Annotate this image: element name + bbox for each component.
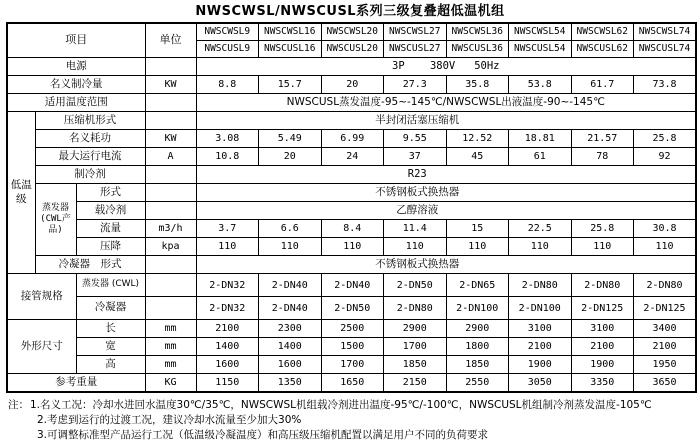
value-cell: 1600	[259, 356, 322, 374]
value-cell: 2100	[509, 338, 572, 356]
value-cell: 110	[384, 238, 447, 256]
model-name: NWSCWSL54	[509, 23, 572, 41]
value-cell: 110	[196, 238, 259, 256]
value-cell: 1500	[321, 338, 384, 356]
row-label: 宽	[76, 338, 145, 356]
unit-cell	[145, 112, 196, 130]
model-name: NWSCUSL74	[634, 41, 697, 58]
value-cell: 2-DN80	[509, 274, 572, 297]
row-label: 冷凝器 形式	[35, 256, 145, 274]
row-label: 形式	[76, 184, 145, 202]
model-name: NWSCUSL16	[259, 41, 322, 58]
table-row	[7, 76, 696, 94]
row-label: 压降	[76, 238, 145, 256]
table-row	[7, 320, 696, 338]
table-row	[7, 238, 696, 256]
value-cell: 6.99	[321, 130, 384, 148]
value-cell: 1350	[259, 374, 322, 393]
merged-value: 不锈钢板式换热器	[196, 184, 696, 202]
value-cell: 1400	[259, 338, 322, 356]
value-cell: 35.8	[446, 76, 509, 94]
table-row	[7, 220, 696, 238]
notes-label: 注：	[8, 399, 29, 411]
row-label: 名义耗功	[35, 130, 145, 148]
value-cell: 73.8	[634, 76, 697, 94]
value-cell: 20	[259, 148, 322, 166]
merged-value: 半封闭活塞压缩机	[196, 112, 696, 130]
value-cell: 2-DN100	[509, 297, 572, 320]
value-cell: 53.8	[509, 76, 572, 94]
value-cell: 2-DN80	[634, 274, 697, 297]
merged-value: 乙醇溶液	[196, 202, 696, 220]
value-cell: 2100	[634, 338, 697, 356]
value-cell: 3050	[509, 374, 572, 393]
model-name: NWSCWSL16	[259, 23, 322, 41]
value-cell: 3350	[571, 374, 634, 393]
table-row	[7, 112, 696, 130]
value-cell: 2-DN40	[321, 274, 384, 297]
value-cell: 2300	[259, 320, 322, 338]
row-label: 参考重量	[7, 374, 145, 393]
unit-cell: mm	[145, 338, 196, 356]
row-label: 载冷剂	[76, 202, 145, 220]
value-cell: 110	[446, 238, 509, 256]
value-cell: 1800	[446, 338, 509, 356]
model-name: NWSCWSL20	[321, 23, 384, 41]
note-item: 1.名义工况：冷却水进回水温度30℃/35℃，NWSCWSL机组载冷剂进出温度-95℃/-100℃，NWSCUSL机组制冷剂蒸发温度-105℃	[30, 399, 652, 411]
unit-cell: m3/h	[145, 220, 196, 238]
value-cell: 24	[321, 148, 384, 166]
group-label-evaporator: 蒸发器 (CWL产品)	[35, 184, 76, 256]
model-name: NWSCWSL27	[384, 23, 447, 41]
table-row	[7, 374, 696, 393]
row-label: 最大运行电流	[35, 148, 145, 166]
row-label: 制冷剂	[35, 166, 145, 184]
unit-cell: KW	[145, 76, 196, 94]
value-cell: 2900	[384, 320, 447, 338]
value-cell: 2100	[196, 320, 259, 338]
value-cell: 2-DN40	[259, 274, 322, 297]
unit-cell: mm	[145, 320, 196, 338]
value-cell: 22.5	[509, 220, 572, 238]
value-cell: 1400	[196, 338, 259, 356]
merged-value: NWSCUSL蒸发温度-95~-145℃/NWSCWSL出液温度-90~-145℃	[196, 94, 696, 112]
value-cell: 2-DN32	[196, 274, 259, 297]
value-cell: 78	[571, 148, 634, 166]
model-name: NWSCWSL74	[634, 23, 697, 41]
model-name: NWSCUSL27	[384, 41, 447, 58]
table-row	[7, 94, 696, 112]
value-cell: 2-DN80	[384, 297, 447, 320]
header-row-top	[7, 23, 696, 41]
model-name: NWSCWSL62	[571, 23, 634, 41]
unit-cell: KW	[145, 130, 196, 148]
value-cell: 10.8	[196, 148, 259, 166]
value-cell: 2-DN80	[571, 274, 634, 297]
value-cell: 1950	[634, 356, 697, 374]
model-name: NWSCUSL36	[446, 41, 509, 58]
value-cell: 2-DN125	[571, 297, 634, 320]
table-row	[7, 356, 696, 374]
value-cell: 2100	[571, 338, 634, 356]
merged-value: R23	[196, 166, 696, 184]
unit-cell	[145, 274, 196, 297]
value-cell: 21.57	[571, 130, 634, 148]
value-cell: 3650	[634, 374, 697, 393]
model-name: NWSCUSL62	[571, 41, 634, 58]
value-cell: 2150	[384, 374, 447, 393]
row-label: 名义制冷量	[7, 76, 145, 94]
table-row	[7, 148, 696, 166]
notes-list	[30, 398, 652, 444]
model-name: NWSCUSL20	[321, 41, 384, 58]
value-cell: 1700	[321, 356, 384, 374]
table-row	[7, 297, 696, 320]
row-label: 适用温度范围	[7, 94, 145, 112]
unit-cell	[145, 184, 196, 202]
value-cell: 1650	[321, 374, 384, 393]
value-cell: 110	[259, 238, 322, 256]
value-cell: 27.3	[384, 76, 447, 94]
value-cell: 30.8	[634, 220, 697, 238]
value-cell: 8.4	[321, 220, 384, 238]
value-cell: 1850	[384, 356, 447, 374]
table-row	[7, 338, 696, 356]
unit-header: 单位	[145, 23, 196, 58]
group-label-dimensions: 外形尺寸	[7, 320, 76, 374]
value-cell: 5.49	[259, 130, 322, 148]
value-cell: 1150	[196, 374, 259, 393]
unit-cell: mm	[145, 356, 196, 374]
model-name: NWSCWSL36	[446, 23, 509, 41]
row-label: 压缩机形式	[35, 112, 145, 130]
table-row	[7, 202, 696, 220]
value-cell: 2-DN125	[634, 297, 697, 320]
merged-value: 不锈钢板式换热器	[196, 256, 696, 274]
corner-label: 项目	[7, 23, 145, 58]
unit-cell: kpa	[145, 238, 196, 256]
value-cell: 11.4	[384, 220, 447, 238]
value-cell: 3100	[509, 320, 572, 338]
value-cell: 92	[634, 148, 697, 166]
row-label: 蒸发器 (CWL)	[76, 274, 145, 297]
value-cell: 110	[321, 238, 384, 256]
group-label-piping: 接管规格	[7, 274, 76, 320]
value-cell: 2-DN50	[384, 274, 447, 297]
value-cell: 2-DN65	[446, 274, 509, 297]
value-cell: 25.8	[571, 220, 634, 238]
value-cell: 1900	[571, 356, 634, 374]
value-cell: 110	[571, 238, 634, 256]
value-cell: 61	[509, 148, 572, 166]
spec-table	[6, 22, 697, 393]
value-cell: 18.81	[509, 130, 572, 148]
model-name: NWSCWSL9	[196, 23, 259, 41]
value-cell: 2-DN32	[196, 297, 259, 320]
model-name: NWSCUSL9	[196, 41, 259, 58]
value-cell: 110	[509, 238, 572, 256]
note-item: 3.可调整标准型产品运行工况（低温级冷凝温度）和高压级压缩机配置以满足用户不同的负荷要求	[37, 429, 489, 442]
table-row	[7, 130, 696, 148]
model-name: NWSCUSL54	[509, 41, 572, 58]
page-title: NWSCWSL/NWSCUSL系列三级复叠超低温机组	[195, 4, 505, 19]
value-cell: 37	[384, 148, 447, 166]
value-cell: 110	[634, 238, 697, 256]
value-cell: 61.7	[571, 76, 634, 94]
unit-cell	[145, 202, 196, 220]
unit-cell	[145, 297, 196, 320]
group-label-low-temp: 低温级	[7, 112, 35, 274]
value-cell: 12.52	[446, 130, 509, 148]
value-cell: 1850	[446, 356, 509, 374]
unit-cell: A	[145, 148, 196, 166]
value-cell: 15.7	[259, 76, 322, 94]
row-label: 流量	[76, 220, 145, 238]
row-label: 高	[76, 356, 145, 374]
value-cell: 3.08	[196, 130, 259, 148]
row-label: 电源	[7, 58, 145, 76]
table-row	[7, 184, 696, 202]
unit-cell	[145, 166, 196, 184]
value-cell: 2-DN40	[259, 297, 322, 320]
value-cell: 3100	[571, 320, 634, 338]
table-row	[7, 166, 696, 184]
value-cell: 1600	[196, 356, 259, 374]
value-cell: 1700	[384, 338, 447, 356]
table-row	[7, 274, 696, 297]
merged-value: 3P 380V 50Hz	[196, 58, 696, 76]
unit-cell: KG	[145, 374, 196, 393]
value-cell: 3.7	[196, 220, 259, 238]
value-cell: 45	[446, 148, 509, 166]
value-cell: 8.8	[196, 76, 259, 94]
value-cell: 2-DN100	[446, 297, 509, 320]
unit-cell	[145, 58, 196, 76]
row-label: 长	[76, 320, 145, 338]
value-cell: 15	[446, 220, 509, 238]
value-cell: 2550	[446, 374, 509, 393]
value-cell: 6.6	[259, 220, 322, 238]
value-cell: 20	[321, 76, 384, 94]
footnotes	[8, 398, 700, 444]
table-row	[7, 256, 696, 274]
row-label: 冷凝器	[76, 297, 145, 320]
value-cell: 9.55	[384, 130, 447, 148]
unit-cell	[145, 94, 196, 112]
table-row	[7, 58, 696, 76]
unit-cell	[145, 256, 196, 274]
value-cell: 2500	[321, 320, 384, 338]
value-cell: 2900	[446, 320, 509, 338]
value-cell: 1900	[509, 356, 572, 374]
note-item: 2.考虑到运行的过渡工况，建议冷却水流量至少加大30%	[37, 414, 302, 427]
value-cell: 25.8	[634, 130, 697, 148]
value-cell: 3400	[634, 320, 697, 338]
value-cell: 2-DN50	[321, 297, 384, 320]
